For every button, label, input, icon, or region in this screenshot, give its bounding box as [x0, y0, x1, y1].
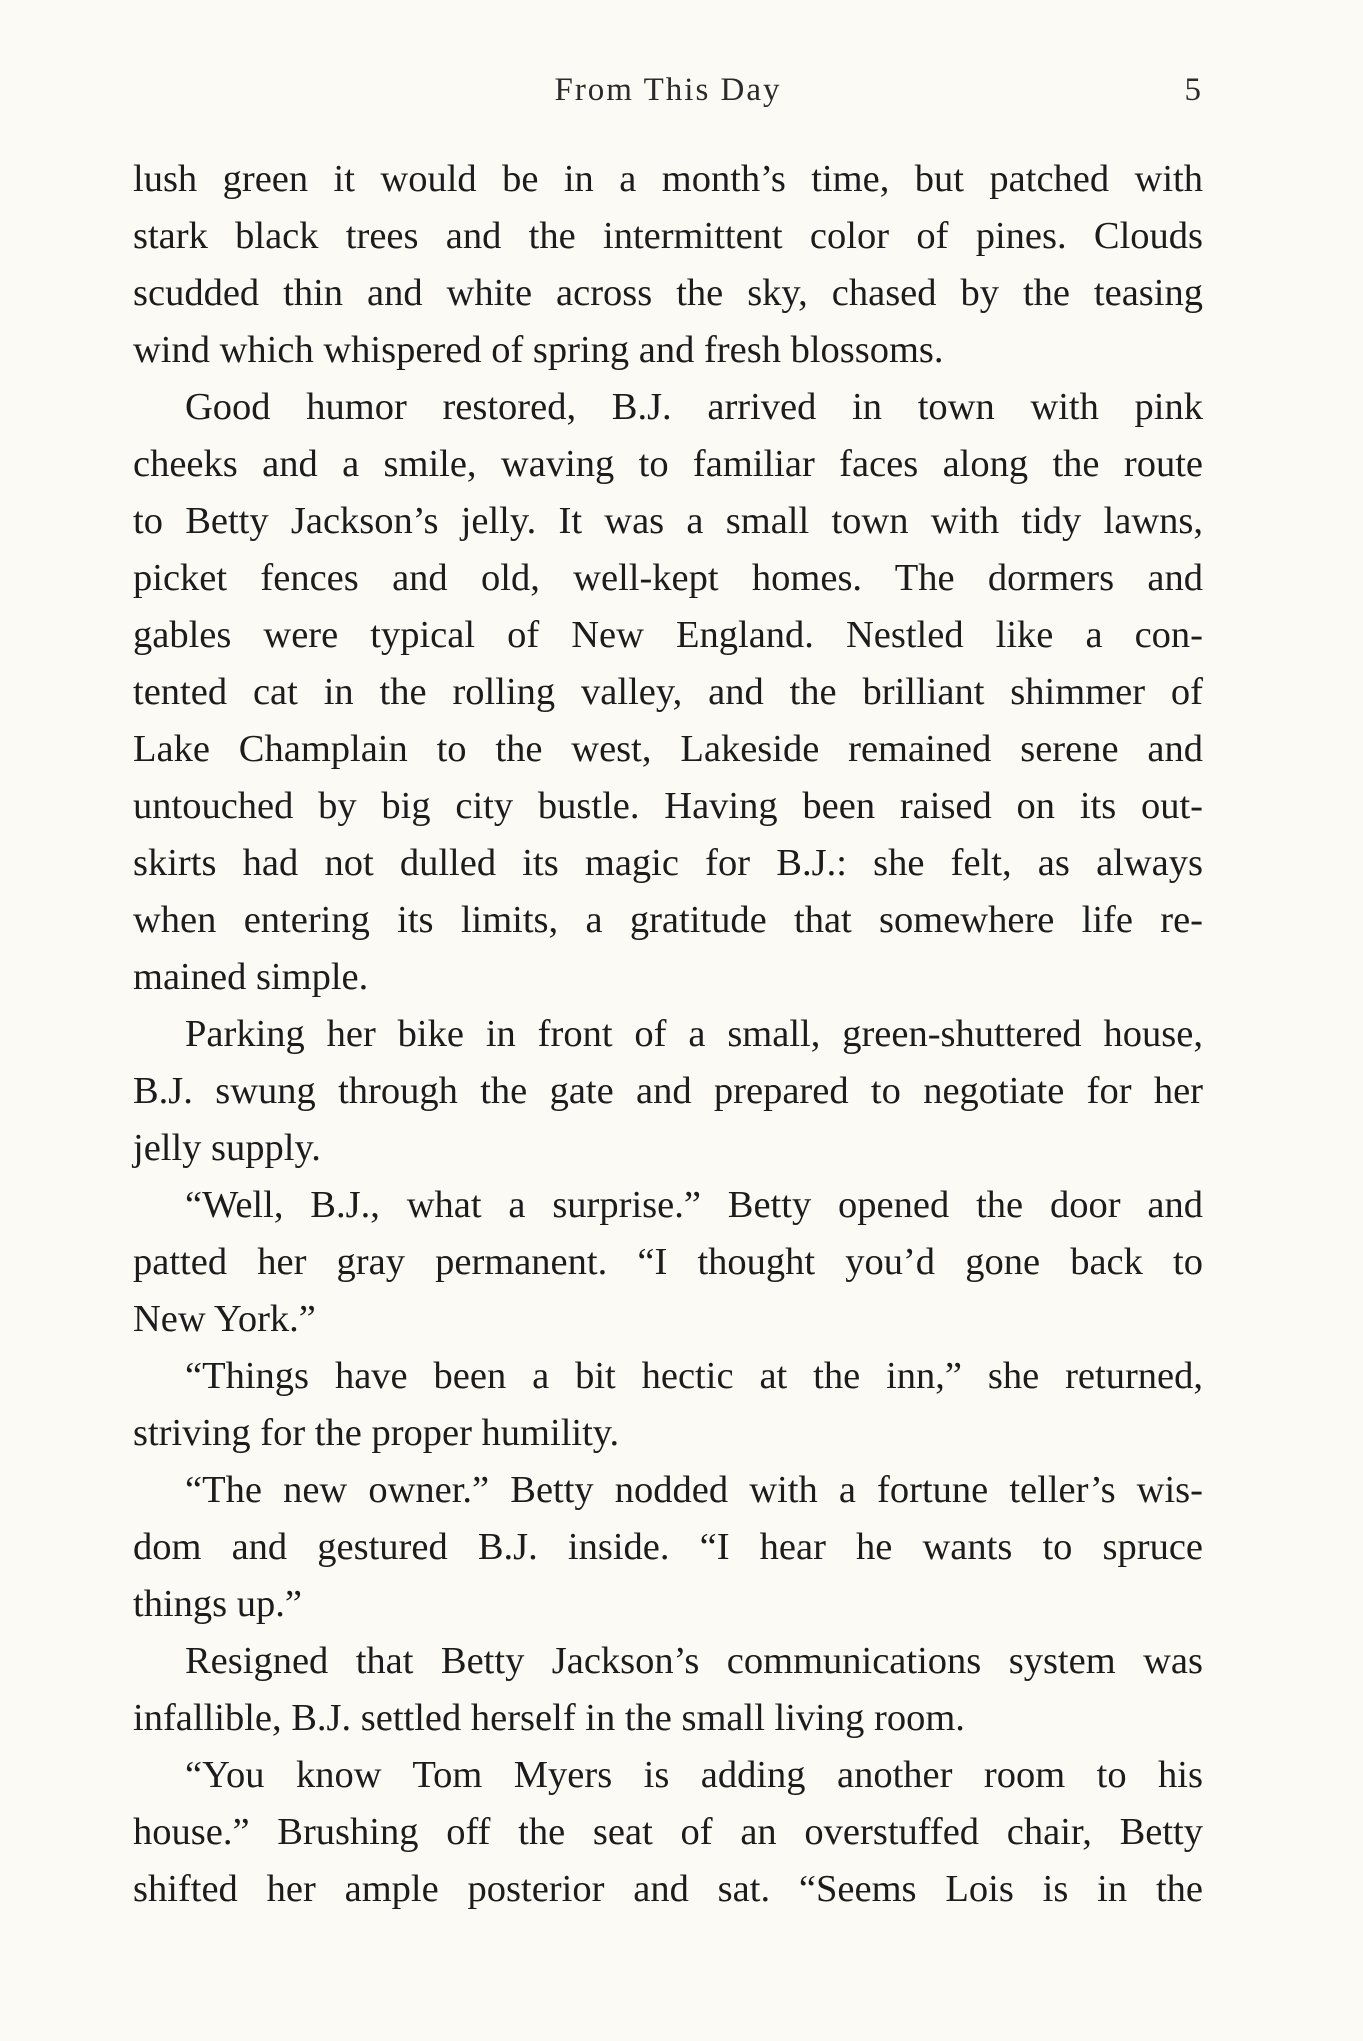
text-line: lush green it would be in a month’s time, but patched with — [133, 158, 1203, 200]
text-line: dom and gestured B.J. inside. “I hear he wants to spruce — [133, 1526, 1203, 1568]
text-line: patted her gray permanent. “I thought you’d gone back to — [133, 1241, 1203, 1283]
text-line: tented cat in the rolling valley, and the brilliant shimmer of — [133, 671, 1203, 713]
book-page — [133, 0, 1203, 2041]
text-line: scudded thin and white across the sky, chased by the teasing — [133, 272, 1203, 314]
text-line: “You know Tom Myers is adding another room to his — [185, 1754, 1203, 1796]
text-line: Lake Champlain to the west, Lakeside remained serene and — [133, 728, 1203, 770]
text-line: B.J. swung through the gate and prepared to negotiate for her — [133, 1070, 1203, 1112]
page-number: 5 — [1184, 72, 1203, 108]
text-line: striving for the proper humility. — [133, 1412, 620, 1454]
text-line: cheeks and a smile, waving to familiar faces along the route — [133, 443, 1203, 485]
text-line: to Betty Jackson’s jelly. It was a small town with tidy lawns, — [133, 500, 1203, 542]
text-line: New York.” — [133, 1298, 316, 1340]
text-line: jelly supply. — [133, 1127, 321, 1169]
text-line: “Well, B.J., what a surprise.” Betty opened the door and — [185, 1184, 1203, 1226]
text-line: picket fences and old, well-kept homes. The dormers and — [133, 557, 1203, 599]
text-line: stark black trees and the intermittent color of pines. Clouds — [133, 215, 1203, 257]
body-text — [133, 151, 1203, 1918]
text-line: shifted her ample posterior and sat. “Seems Lois is in the — [133, 1868, 1203, 1910]
text-line: skirts had not dulled its magic for B.J.: she felt, as always — [133, 842, 1203, 884]
running-title: From This Day — [554, 72, 782, 108]
text-line: untouched by big city bustle. Having been raised on its out- — [133, 785, 1203, 827]
text-line: Good humor restored, B.J. arrived in town with pink — [185, 386, 1203, 428]
running-header — [133, 72, 1203, 116]
text-line: when entering its limits, a gratitude that somewhere life re- — [133, 899, 1203, 941]
text-line: house.” Brushing off the seat of an overstuffed chair, Betty — [133, 1811, 1203, 1853]
text-line: “The new owner.” Betty nodded with a fortune teller’s wis- — [185, 1469, 1203, 1511]
text-line: wind which whispered of spring and fresh blossoms. — [133, 329, 944, 371]
text-line: things up.” — [133, 1583, 302, 1625]
text-line: Resigned that Betty Jackson’s communications system was — [185, 1640, 1203, 1682]
text-line: infallible, B.J. settled herself in the small living room. — [133, 1697, 965, 1739]
text-line: Parking her bike in front of a small, green-shuttered house, — [185, 1013, 1203, 1055]
text-line: gables were typical of New England. Nestled like a con- — [133, 614, 1203, 656]
text-line: mained simple. — [133, 956, 369, 998]
text-line: “Things have been a bit hectic at the inn,” she returned, — [185, 1355, 1203, 1397]
